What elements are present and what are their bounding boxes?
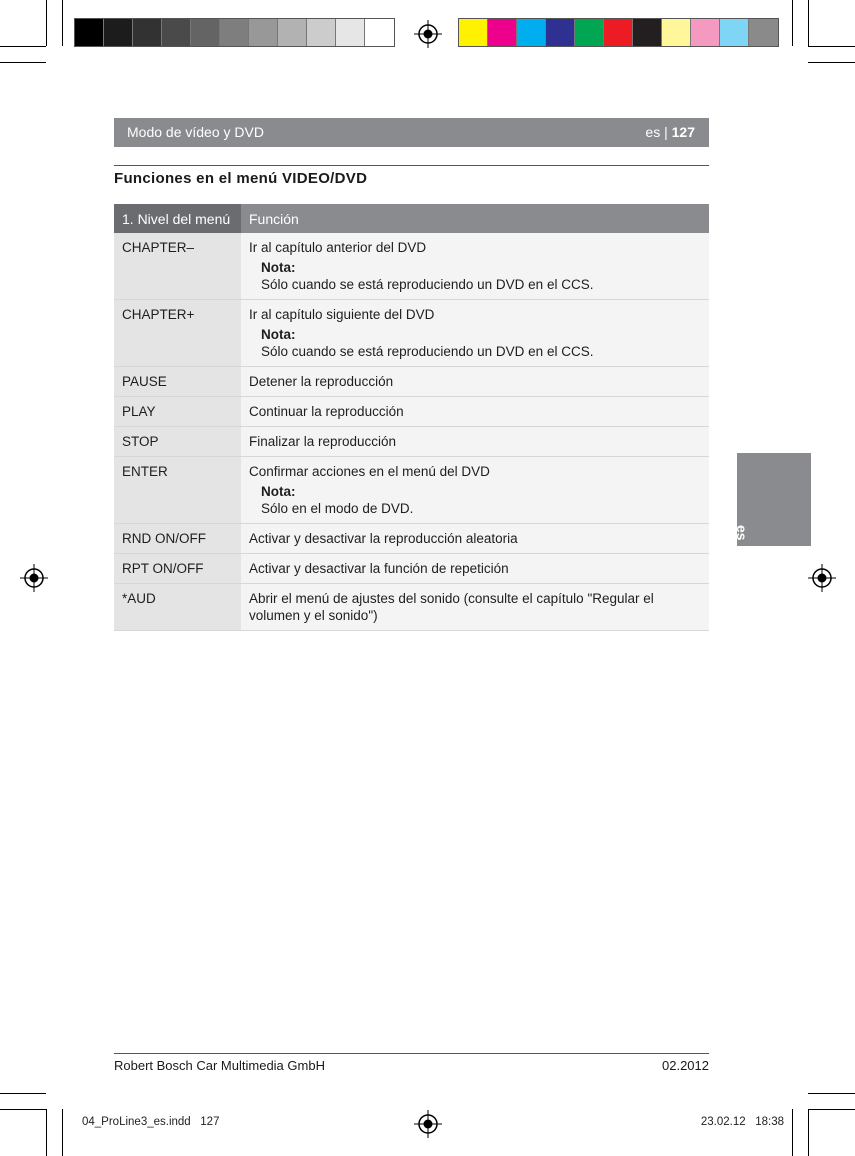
menu-key-cell: STOP xyxy=(114,427,241,457)
color-swatch xyxy=(365,19,394,46)
function-description: Abrir el menú de ajustes del sonido (consulte el capítulo "Regular el volumen y el sonido") xyxy=(249,591,654,623)
crop-mark xyxy=(808,46,855,47)
function-description: Detener la reproducción xyxy=(249,374,394,389)
crop-mark xyxy=(0,1093,46,1094)
table-row xyxy=(114,524,709,554)
function-cell xyxy=(241,524,709,554)
registration-mark-icon xyxy=(414,20,442,48)
crop-mark xyxy=(0,62,46,63)
function-description: Ir al capítulo siguiente del DVD xyxy=(249,307,435,322)
function-description: Continuar la reproducción xyxy=(249,404,404,419)
table-row xyxy=(114,584,709,631)
color-swatch xyxy=(720,19,749,46)
note-text: Sólo cuando se está reproduciendo un DVD en el CCS. xyxy=(261,277,594,292)
color-swatch xyxy=(220,19,249,46)
separator: | xyxy=(664,124,668,140)
color-swatch xyxy=(104,19,133,46)
color-swatch xyxy=(662,19,691,46)
crop-mark xyxy=(808,1109,809,1156)
color-swatch xyxy=(488,19,517,46)
menu-key-cell: PLAY xyxy=(114,397,241,427)
function-cell xyxy=(241,300,709,367)
function-cell xyxy=(241,367,709,397)
table-row xyxy=(114,427,709,457)
page-number: 127 xyxy=(671,124,695,140)
menu-key-cell: RND ON/OFF xyxy=(114,524,241,554)
function-cell xyxy=(241,427,709,457)
section-title: Modo de vídeo y DVD xyxy=(127,124,264,140)
registration-mark-icon xyxy=(808,564,836,592)
table-row xyxy=(114,233,709,300)
crop-mark xyxy=(0,46,46,47)
grayscale-color-bar xyxy=(74,18,395,47)
crop-mark xyxy=(808,1109,855,1110)
slug-timestamp: 23.02.12 18:38 xyxy=(700,1116,784,1128)
function-description: Activar y desactivar la reproducción aleatoria xyxy=(249,531,518,546)
function-description: Finalizar la reproducción xyxy=(249,434,397,449)
crop-mark xyxy=(62,0,63,46)
color-swatch xyxy=(633,19,662,46)
table-row xyxy=(114,367,709,397)
footer-date: 02.2012 xyxy=(662,1058,709,1073)
color-swatch xyxy=(459,19,488,46)
color-swatch xyxy=(575,19,604,46)
crop-mark xyxy=(808,0,809,46)
crop-mark xyxy=(62,1109,63,1156)
color-swatch xyxy=(133,19,162,46)
side-tab-label: es xyxy=(734,525,750,541)
function-cell xyxy=(241,457,709,524)
color-swatch xyxy=(749,19,778,46)
crop-mark xyxy=(792,1109,793,1156)
note-text: Sólo cuando se está reproduciendo un DVD en el CCS. xyxy=(261,344,594,359)
color-swatch xyxy=(546,19,575,46)
table-row xyxy=(114,397,709,427)
function-cell xyxy=(241,397,709,427)
function-description: Ir al capítulo anterior del DVD xyxy=(249,240,427,255)
color-swatch xyxy=(162,19,191,46)
note-text: Sólo en el modo de DVD. xyxy=(261,501,414,516)
crop-mark xyxy=(808,62,855,63)
page-title: Funciones en el menú VIDEO/DVD xyxy=(114,170,368,187)
color-swatch xyxy=(336,19,365,46)
menu-key-cell: RPT ON/OFF xyxy=(114,554,241,584)
note-label: Nota: xyxy=(261,327,296,342)
registration-mark-icon xyxy=(414,1110,442,1138)
registration-mark-icon xyxy=(20,564,48,592)
column-header-menu-level: 1. Nivel del menú xyxy=(114,204,241,233)
crop-mark xyxy=(46,0,47,46)
color-swatch xyxy=(307,19,336,46)
footer-company: Robert Bosch Car Multimedia GmbH xyxy=(114,1058,325,1073)
table-row xyxy=(114,457,709,524)
divider xyxy=(114,165,709,166)
color-swatch xyxy=(691,19,720,46)
color-swatch xyxy=(604,19,633,46)
divider xyxy=(114,1053,709,1054)
function-description: Activar y desactivar la función de repetición xyxy=(249,561,509,576)
crop-mark xyxy=(0,1109,46,1110)
function-cell xyxy=(241,554,709,584)
menu-functions-table xyxy=(114,204,709,631)
note-label: Nota: xyxy=(261,484,296,499)
color-swatch xyxy=(517,19,546,46)
crop-mark xyxy=(792,0,793,46)
crop-mark xyxy=(808,1093,855,1094)
language-code: es xyxy=(645,124,661,140)
function-description: Confirmar acciones en el menú del DVD xyxy=(249,464,490,479)
column-header-function: Función xyxy=(241,204,709,233)
function-cell xyxy=(241,233,709,300)
crop-mark xyxy=(46,1109,47,1156)
color-swatch xyxy=(191,19,220,46)
menu-key-cell: ENTER xyxy=(114,457,241,524)
page-indicator xyxy=(645,118,695,147)
note-label: Nota: xyxy=(261,260,296,275)
color-swatch xyxy=(278,19,307,46)
page-header-bar xyxy=(114,118,709,147)
color-swatch xyxy=(75,19,104,46)
menu-key-cell: *AUD xyxy=(114,584,241,631)
table-row xyxy=(114,300,709,367)
menu-key-cell: CHAPTER+ xyxy=(114,300,241,367)
function-cell xyxy=(241,584,709,631)
menu-key-cell: CHAPTER– xyxy=(114,233,241,300)
slug-filename: 04_ProLine3_es.indd 127 xyxy=(82,1116,220,1128)
table-row xyxy=(114,554,709,584)
language-side-tab xyxy=(734,453,811,546)
color-swatch xyxy=(249,19,278,46)
menu-key-cell: PAUSE xyxy=(114,367,241,397)
process-color-bar xyxy=(458,18,779,47)
table-header-row xyxy=(114,204,709,233)
